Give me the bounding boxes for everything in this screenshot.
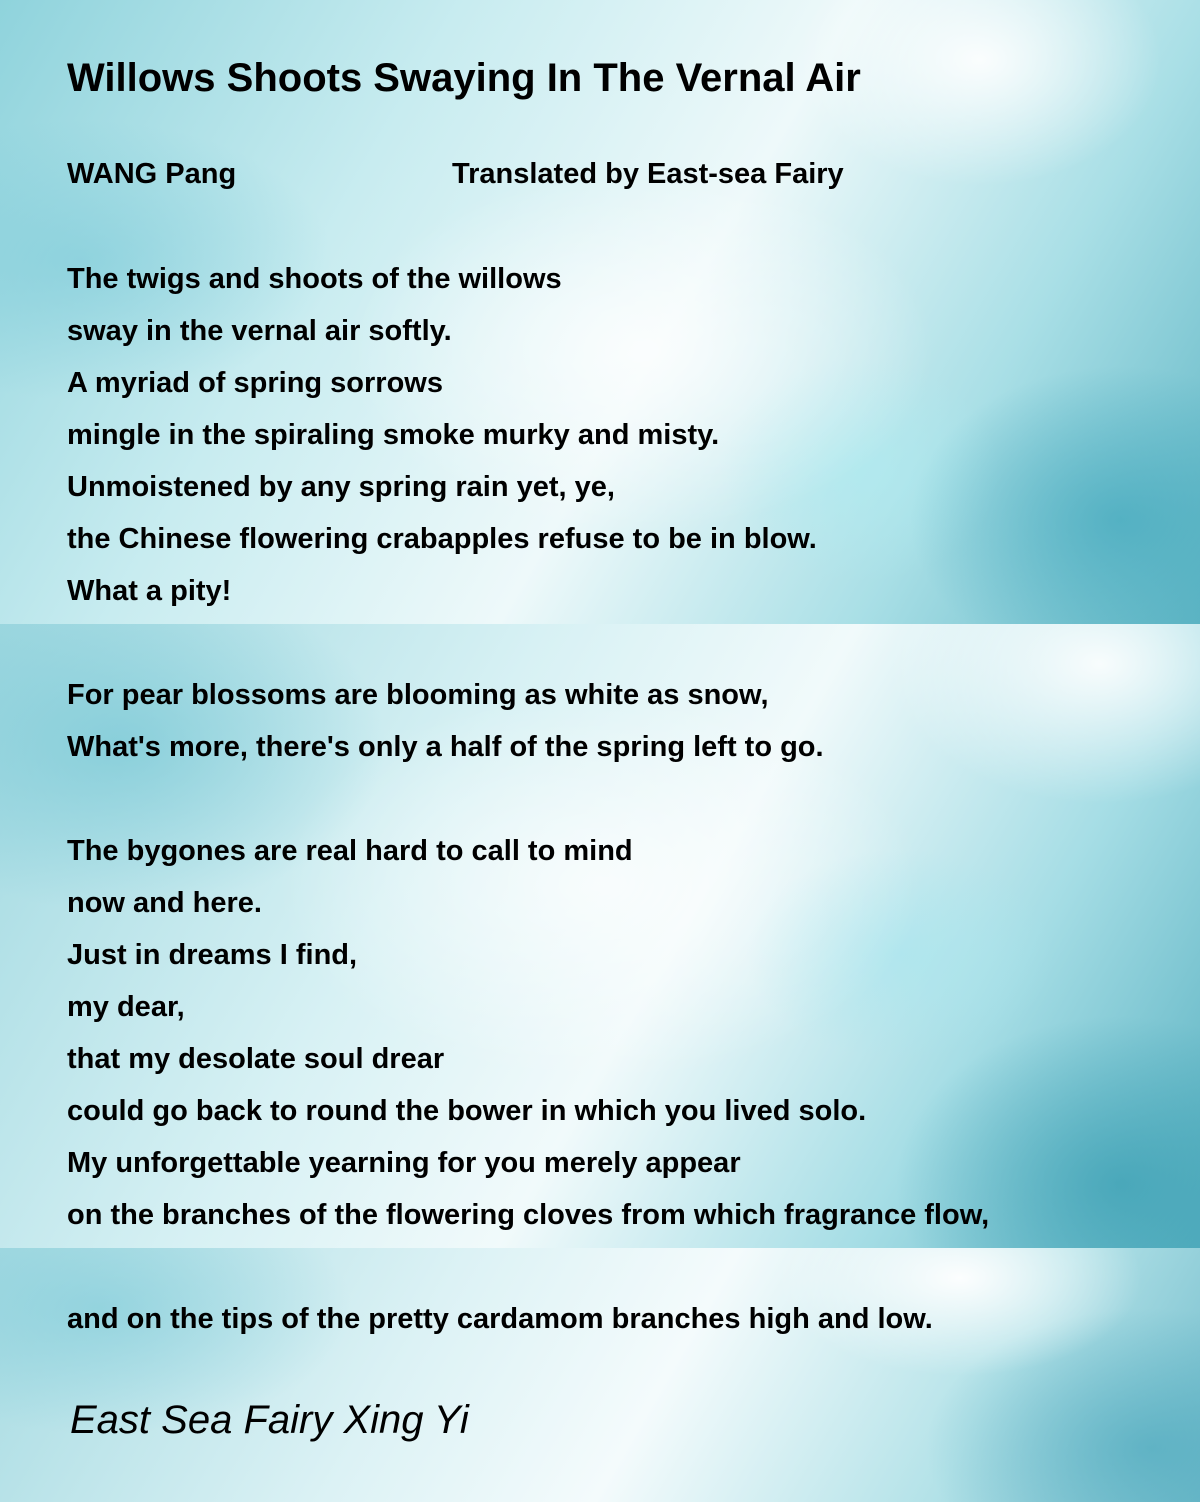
poem-translator: Translated by East-sea Fairy bbox=[452, 158, 844, 190]
stanza-1 bbox=[67, 253, 817, 617]
verse-line: Unmoistened by any spring rain yet, ye, bbox=[67, 471, 615, 503]
poem-card-page-2 bbox=[0, 624, 1200, 1248]
stanza-4 bbox=[67, 1293, 933, 1345]
verse-line: What a pity! bbox=[67, 575, 232, 607]
verse-line: The bygones are real hard to call to mind bbox=[67, 835, 633, 867]
stanza-2 bbox=[67, 669, 824, 773]
poem-card-page-3 bbox=[0, 1248, 1200, 1502]
poem-card-page-1 bbox=[0, 0, 1200, 624]
verse-line: and on the tips of the pretty cardamom branches high and low. bbox=[67, 1303, 933, 1335]
verse-line: sway in the vernal air softly. bbox=[67, 315, 452, 347]
verse-line: My unforgettable yearning for you merely appear bbox=[67, 1147, 741, 1179]
verse-line: Just in dreams I find, bbox=[67, 939, 358, 971]
verse-line: the Chinese flowering crabapples refuse to be in blow. bbox=[67, 523, 817, 555]
stanza-3 bbox=[67, 825, 989, 1241]
verse-line: that my desolate soul drear bbox=[67, 1043, 445, 1075]
poem-author: WANG Pang bbox=[67, 158, 237, 190]
verse-line: The twigs and shoots of the willows bbox=[67, 263, 562, 295]
verse-line: my dear, bbox=[67, 991, 185, 1023]
verse-line: now and here. bbox=[67, 887, 262, 919]
verse-line: mingle in the spiraling smoke murky and misty. bbox=[67, 419, 720, 451]
verse-line: A myriad of spring sorrows bbox=[67, 367, 443, 399]
signature: East Sea Fairy Xing Yi bbox=[70, 1398, 469, 1442]
verse-line: on the branches of the flowering cloves from which fragrance flow, bbox=[67, 1199, 990, 1231]
verse-line: What's more, there's only a half of the spring left to go. bbox=[67, 731, 824, 763]
poem-title: Willows Shoots Swaying In The Vernal Air bbox=[67, 56, 861, 100]
verse-line: For pear blossoms are blooming as white as snow, bbox=[67, 679, 769, 711]
verse-line: could go back to round the bower in which you lived solo. bbox=[67, 1095, 867, 1127]
